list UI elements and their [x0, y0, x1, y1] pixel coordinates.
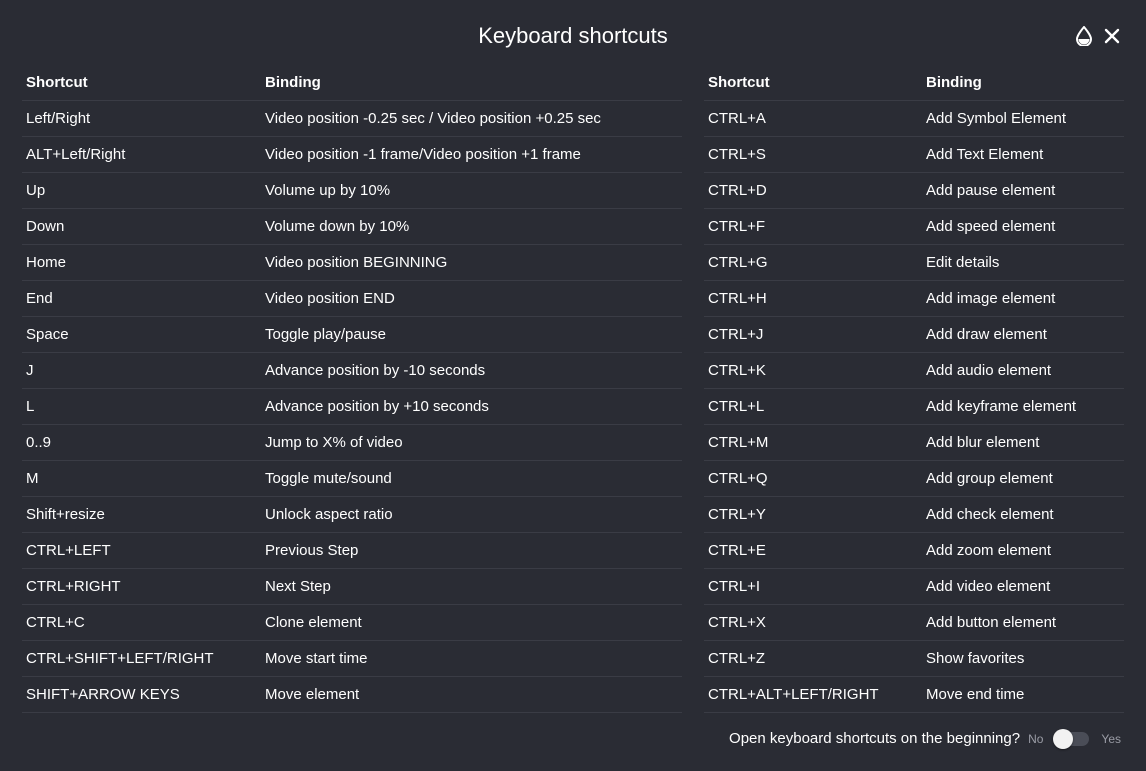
shortcut-table-left	[22, 64, 682, 713]
shortcut-row	[22, 533, 682, 569]
shortcut-key: CTRL+C	[22, 605, 261, 641]
shortcut-row	[22, 245, 682, 281]
shortcut-row	[22, 209, 682, 245]
shortcut-row	[704, 317, 1124, 353]
shortcut-tables	[22, 64, 1124, 713]
shortcut-binding: Advance position by +10 seconds	[261, 389, 682, 425]
shortcut-key: Space	[22, 317, 261, 353]
binding-column-header: Binding	[922, 64, 1124, 101]
shortcut-row	[704, 677, 1124, 713]
startup-toggle[interactable]	[1055, 732, 1089, 746]
shortcut-row	[22, 569, 682, 605]
toggle-knob	[1053, 729, 1073, 749]
shortcut-row	[22, 677, 682, 713]
shortcut-binding: Unlock aspect ratio	[261, 497, 682, 533]
shortcut-binding: Add button element	[922, 605, 1124, 641]
shortcut-key: J	[22, 353, 261, 389]
shortcut-row	[22, 317, 682, 353]
shortcut-row	[22, 425, 682, 461]
shortcut-row	[22, 353, 682, 389]
shortcut-row	[22, 605, 682, 641]
table-header-row	[704, 64, 1124, 101]
shortcut-key: CTRL+K	[704, 353, 922, 389]
shortcut-binding: Move end time	[922, 677, 1124, 713]
shortcut-binding: Clone element	[261, 605, 682, 641]
shortcut-key: CTRL+J	[704, 317, 922, 353]
shortcut-binding: Add speed element	[922, 209, 1124, 245]
shortcut-column-header: Shortcut	[22, 64, 261, 101]
shortcut-key: Down	[22, 209, 261, 245]
shortcut-binding: Volume up by 10%	[261, 173, 682, 209]
shortcut-row	[704, 101, 1124, 137]
shortcut-key: CTRL+D	[704, 173, 922, 209]
shortcut-key: CTRL+F	[704, 209, 922, 245]
shortcut-column-header: Shortcut	[704, 64, 922, 101]
shortcut-key: SHIFT+ARROW KEYS	[22, 677, 261, 713]
shortcut-binding: Add blur element	[922, 425, 1124, 461]
shortcut-binding: Previous Step	[261, 533, 682, 569]
shortcut-row	[704, 245, 1124, 281]
shortcut-key: M	[22, 461, 261, 497]
shortcut-key: CTRL+RIGHT	[22, 569, 261, 605]
shortcut-row	[704, 137, 1124, 173]
toggle-no-label: No	[1028, 731, 1044, 746]
droplet-icon[interactable]	[1074, 26, 1094, 46]
shortcut-key: CTRL+A	[704, 101, 922, 137]
shortcut-binding: Video position END	[261, 281, 682, 317]
shortcut-row	[22, 389, 682, 425]
shortcut-row	[704, 641, 1124, 677]
shortcut-row	[704, 605, 1124, 641]
shortcut-row	[704, 281, 1124, 317]
shortcut-key: CTRL+SHIFT+LEFT/RIGHT	[22, 641, 261, 677]
shortcut-binding: Toggle play/pause	[261, 317, 682, 353]
shortcut-row	[704, 569, 1124, 605]
shortcut-key: 0..9	[22, 425, 261, 461]
shortcut-row	[22, 641, 682, 677]
shortcut-key: Home	[22, 245, 261, 281]
dialog-title: Keyboard shortcuts	[478, 23, 668, 48]
shortcut-row	[704, 353, 1124, 389]
shortcut-table-right	[704, 64, 1124, 713]
shortcut-binding: Add Symbol Element	[922, 101, 1124, 137]
shortcut-row	[704, 389, 1124, 425]
shortcut-row	[704, 533, 1124, 569]
shortcut-key: Up	[22, 173, 261, 209]
shortcut-binding: Jump to X% of video	[261, 425, 682, 461]
shortcut-row	[704, 209, 1124, 245]
shortcut-row	[704, 461, 1124, 497]
shortcut-key: CTRL+H	[704, 281, 922, 317]
shortcut-row	[22, 137, 682, 173]
shortcut-binding: Add pause element	[922, 173, 1124, 209]
shortcut-binding: Move start time	[261, 641, 682, 677]
shortcut-row	[704, 173, 1124, 209]
shortcut-binding: Add audio element	[922, 353, 1124, 389]
shortcut-key: End	[22, 281, 261, 317]
shortcut-key: CTRL+M	[704, 425, 922, 461]
shortcut-row	[22, 101, 682, 137]
shortcut-row	[22, 281, 682, 317]
shortcut-binding: Add draw element	[922, 317, 1124, 353]
shortcut-binding: Toggle mute/sound	[261, 461, 682, 497]
dialog-header-actions	[1074, 26, 1122, 46]
binding-column-header: Binding	[261, 64, 682, 101]
shortcut-key: CTRL+LEFT	[22, 533, 261, 569]
shortcut-binding: Add keyframe element	[922, 389, 1124, 425]
shortcut-binding: Show favorites	[922, 641, 1124, 677]
shortcut-binding: Add Text Element	[922, 137, 1124, 173]
shortcut-key: CTRL+I	[704, 569, 922, 605]
shortcut-binding: Advance position by -10 seconds	[261, 353, 682, 389]
startup-preference-label: Open keyboard shortcuts on the beginning?	[729, 730, 1021, 747]
shortcut-key: CTRL+Q	[704, 461, 922, 497]
shortcut-key: CTRL+L	[704, 389, 922, 425]
shortcut-key: Left/Right	[22, 101, 261, 137]
startup-preference	[729, 730, 1121, 747]
shortcut-row	[22, 173, 682, 209]
shortcut-binding: Volume down by 10%	[261, 209, 682, 245]
shortcut-binding: Add image element	[922, 281, 1124, 317]
shortcut-key: L	[22, 389, 261, 425]
toggle-yes-label: Yes	[1101, 731, 1121, 746]
shortcut-binding: Video position -0.25 sec / Video position +0.25 sec	[261, 101, 682, 137]
shortcut-key: Shift+resize	[22, 497, 261, 533]
table-header-row	[22, 64, 682, 101]
shortcut-binding: Add video element	[922, 569, 1124, 605]
shortcut-key: CTRL+Z	[704, 641, 922, 677]
shortcut-key: CTRL+G	[704, 245, 922, 281]
shortcut-binding: Add group element	[922, 461, 1124, 497]
shortcut-row	[22, 497, 682, 533]
close-icon[interactable]	[1102, 26, 1122, 46]
shortcut-key: CTRL+S	[704, 137, 922, 173]
shortcut-key: CTRL+ALT+LEFT/RIGHT	[704, 677, 922, 713]
shortcut-key: ALT+Left/Right	[22, 137, 261, 173]
shortcut-row	[704, 425, 1124, 461]
shortcut-key: CTRL+Y	[704, 497, 922, 533]
shortcut-key: CTRL+X	[704, 605, 922, 641]
shortcut-row	[704, 497, 1124, 533]
shortcut-binding: Edit details	[922, 245, 1124, 281]
shortcut-binding: Move element	[261, 677, 682, 713]
shortcut-binding: Video position -1 frame/Video position +1 frame	[261, 137, 682, 173]
shortcut-binding: Add check element	[922, 497, 1124, 533]
shortcut-key: CTRL+E	[704, 533, 922, 569]
shortcut-row	[22, 461, 682, 497]
shortcut-binding: Video position BEGINNING	[261, 245, 682, 281]
shortcut-binding: Add zoom element	[922, 533, 1124, 569]
shortcut-binding: Next Step	[261, 569, 682, 605]
